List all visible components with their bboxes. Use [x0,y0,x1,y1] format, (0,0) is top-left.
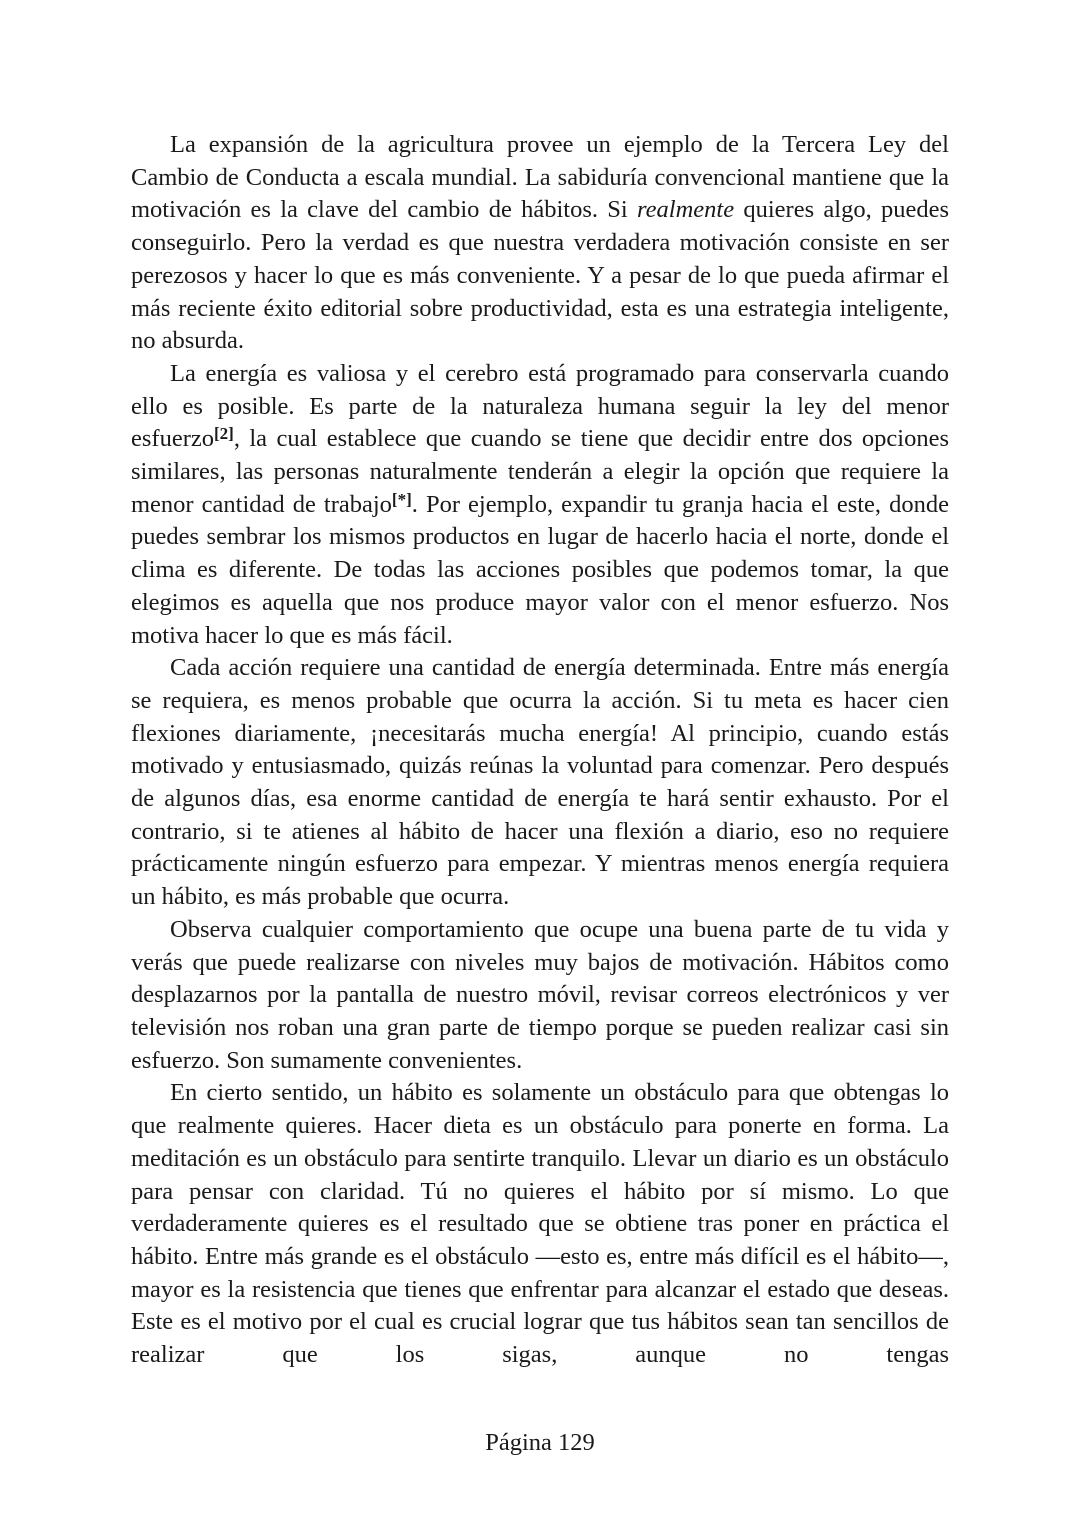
footnote-ref[interactable]: [*] [391,489,412,509]
paragraph: La expansión de la agricultura provee un ejemplo de la Tercera Ley del Cambio de Conducta a escala mundial. La sabiduría convencional mantiene que la motivación es la clave del cambio de hábitos. Si realmente quieres algo, puedes conseguirlo. Pero la verdad es que nuestra verdadera motivación consiste en ser perezosos y hacer lo que es más conveniente. Y a pesar de lo que pueda afirmar el más reciente éxito editorial sobre productividad, esta es una estrategia inteligente, no absurda. [131,131,950,355]
page-number: Página 129 [485,1429,595,1456]
paragraph: La energía es valiosa y el cerebro está programado para conservarla cuando ello es posible. Es parte de la naturaleza humana seguir la ley del menor esfuerzo[2], la cual establece que cuando se tiene que decidir entre dos opciones similares, las personas naturalmente tenderán a elegir la opción que requiere la menor cantidad de trabajo[*]. Por ejemplo, expandir tu granja hacia el este, donde puedes sembrar los mismos productos en lugar de hacerlo hacia el norte, donde el clima es diferente. De todas las acciones posibles que podemos tomar, la que elegimos es aquella que nos produce mayor valor con el menor esfuerzo. Nos motiva hacer lo que es más fácil. [131,359,949,649]
footnote-ref[interactable]: [2] [213,424,234,444]
paragraph: Cada acción requiere una cantidad de energía determinada. Entre más energía se requiera, es menos probable que ocurra la acción. Si tu meta es hacer cien flexiones diariamente, ¡necesitarás mucha energía! Al principio, cuando estás motivado y entusiasmado, quizás reúnas la voluntad para comenzar. Pero después de algunos días, esa enorme cantidad de energía te hará sentir exhausto. Por el contrario, si te atienes al hábito de hacer una flexión a diario, eso no requiere prácticamente ningún esfuerzo para empezar. Y mientras menos energía requiera un hábito, es más probable que ocurra. [131,654,949,911]
paragraph: En cierto sentido, un hábito es solamente un obstáculo para que obtengas lo que realmente quieres. Hacer dieta es un obstáculo para ponerte en forma. La meditación es un obstáculo para sentirte tranquilo. Llevar un diario es un obstáculo para pensar con claridad. Tú no quieres el hábito por sí mismo. Lo que verdaderamente quieres es el resultado que se obtiene tras poner en práctica el hábito. Entre más grande es el obstáculo —esto es, entre más difícil es el hábito—, mayor es la resistencia que tienes que enfrentar para alcanzar el estado que deseas. Este es el motivo por el cual es crucial lograr que tus hábitos sean tan sencillos de realizar que los sigas, aunque no tengas [131,1079,949,1369]
page-body [131,129,949,1372]
emphasis-word: realmente [637,196,735,224]
paragraph: Observa cualquier comportamiento que ocupe una buena parte de tu vida y verás que puede realizarse con niveles muy bajos de motivación. Hábitos como desplazarnos por la pantalla de nuestro móvil, revisar correos electrónicos y ver televisión nos roban una gran parte de tiempo porque se pueden realizar casi sin esfuerzo. Son sumamente convenientes. [131,915,949,1074]
